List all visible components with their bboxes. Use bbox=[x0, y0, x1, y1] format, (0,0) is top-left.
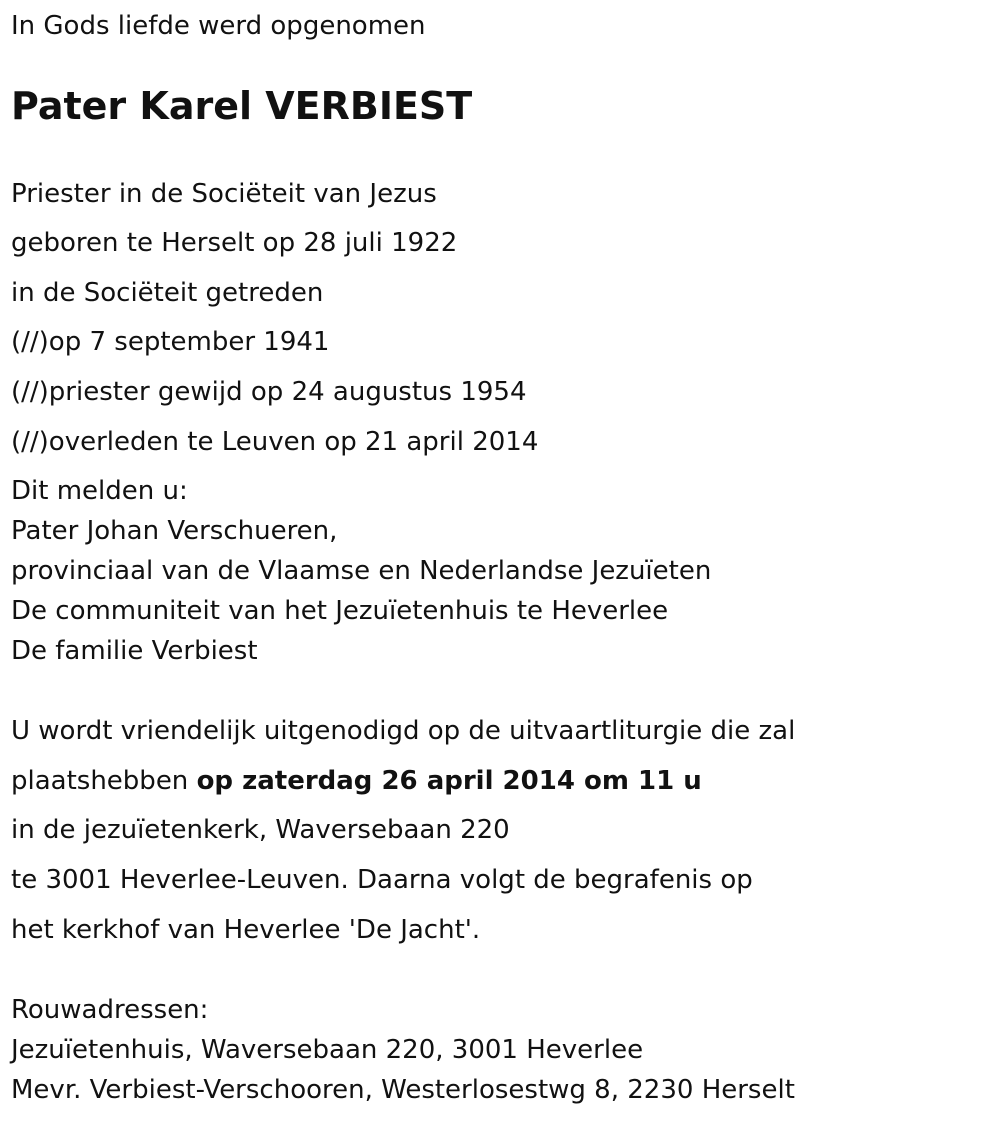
invitation-line bbox=[11, 761, 702, 801]
bio-line: Priester in de Sociëteit van Jezus bbox=[11, 179, 437, 209]
addresses-label: Rouwadressen: bbox=[11, 995, 209, 1025]
address-line: Mevr. Verbiest-Verschooren, Westerlosestwg 8, 2230 Herselt bbox=[11, 1075, 795, 1105]
invitation-line: U wordt vriendelijk uitgenodigd op de uitvaartliturgie die zal bbox=[11, 716, 796, 746]
invitation-line: het kerkhof van Heverlee 'De Jacht'. bbox=[11, 915, 481, 945]
bio-line: (//)priester gewijd op 24 augustus 1954 bbox=[11, 377, 527, 407]
announcement-line: provinciaal van de Vlaamse en Nederlandse Jezuïeten bbox=[11, 556, 712, 586]
bio-line: (//)overleden te Leuven op 21 april 2014 bbox=[11, 427, 539, 457]
bio-line: in de Sociëteit getreden bbox=[11, 278, 324, 308]
announcement-line: De familie Verbiest bbox=[11, 636, 258, 666]
bio-line: geboren te Herselt op 28 juli 1922 bbox=[11, 228, 458, 258]
deceased-name: Pater Karel VERBIEST bbox=[11, 84, 473, 128]
announcement-line: Dit melden u: bbox=[11, 476, 188, 506]
invitation-line: te 3001 Heverlee-Leuven. Daarna volgt de begrafenis op bbox=[11, 865, 753, 895]
bio-line: (//)op 7 september 1941 bbox=[11, 327, 330, 357]
address-line: Jezuïetenhuis, Waversebaan 220, 3001 Heverlee bbox=[11, 1035, 644, 1065]
intro-text: In Gods liefde werd opgenomen bbox=[11, 11, 426, 41]
invitation-prefix: plaatshebben bbox=[11, 766, 197, 796]
announcement-line: Pater Johan Verschueren, bbox=[11, 516, 338, 546]
service-date: op zaterdag 26 april 2014 om 11 u bbox=[196, 766, 702, 796]
announcement-line: De communiteit van het Jezuïetenhuis te Heverlee bbox=[11, 596, 669, 626]
invitation-line: in de jezuïetenkerk, Waversebaan 220 bbox=[11, 815, 510, 845]
